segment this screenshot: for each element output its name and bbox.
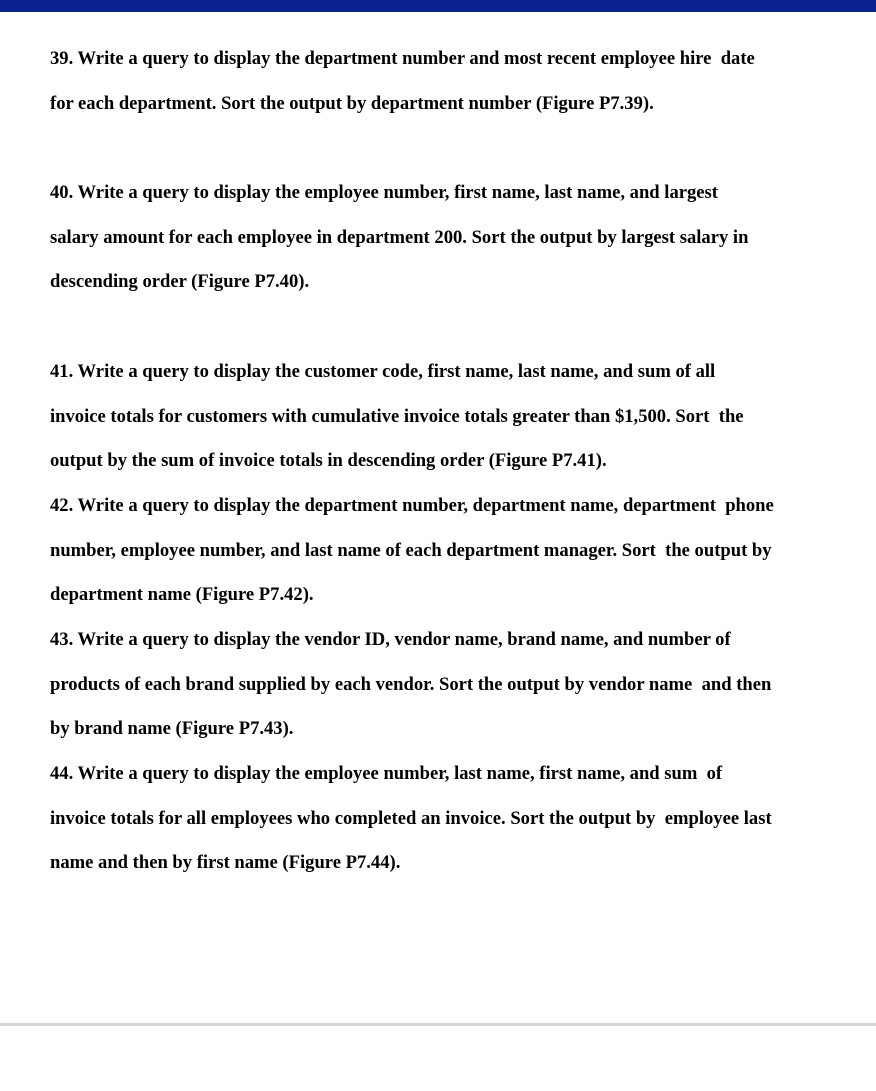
question-line: salary amount for each employee in department 200. Sort the output by largest salary in — [50, 226, 749, 248]
question-line: invoice totals for customers with cumulative invoice totals greater than $1,500. Sort the — [50, 405, 744, 427]
question-line: invoice totals for all employees who completed an invoice. Sort the output by employee last — [50, 807, 772, 829]
question-line: name and then by first name (Figure P7.44). — [50, 852, 401, 874]
document-body — [50, 37, 850, 886]
question-line: output by the sum of invoice totals in descending order (Figure P7.41). — [50, 450, 607, 472]
question-40 — [50, 171, 850, 305]
question-line: descending order (Figure P7.40). — [50, 271, 310, 293]
bottom-divider — [0, 1023, 876, 1026]
top-header-bar — [0, 0, 876, 12]
question-line: by brand name (Figure P7.43). — [50, 718, 294, 740]
question-line: 39. Write a query to display the department number and most recent employee hire date — [50, 48, 755, 69]
question-39 — [50, 37, 850, 126]
question-41 — [50, 350, 850, 484]
question-line: 44. Write a query to display the employee number, last name, first name, and sum of — [50, 763, 723, 784]
question-42 — [50, 484, 850, 618]
question-line: number, employee number, and last name of each department manager. Sort the output by — [50, 539, 772, 561]
question-line: products of each brand supplied by each vendor. Sort the output by vendor name and then — [50, 673, 772, 695]
paragraph-gap — [50, 126, 850, 171]
question-line: 40. Write a query to display the employee number, first name, last name, and largest — [50, 182, 718, 204]
question-line: 41. Write a query to display the customer code, first name, last name, and sum of all — [50, 360, 716, 382]
question-44 — [50, 752, 850, 886]
question-43 — [50, 618, 850, 752]
paragraph-gap — [50, 305, 850, 350]
question-line: 43. Write a query to display the vendor ID, vendor name, brand name, and number of — [50, 628, 731, 650]
question-line: for each department. Sort the output by department number (Figure P7.39). — [50, 92, 654, 114]
question-line: 42. Write a query to display the department number, department name, department phone — [50, 494, 774, 516]
question-line: department name (Figure P7.42). — [50, 584, 314, 606]
